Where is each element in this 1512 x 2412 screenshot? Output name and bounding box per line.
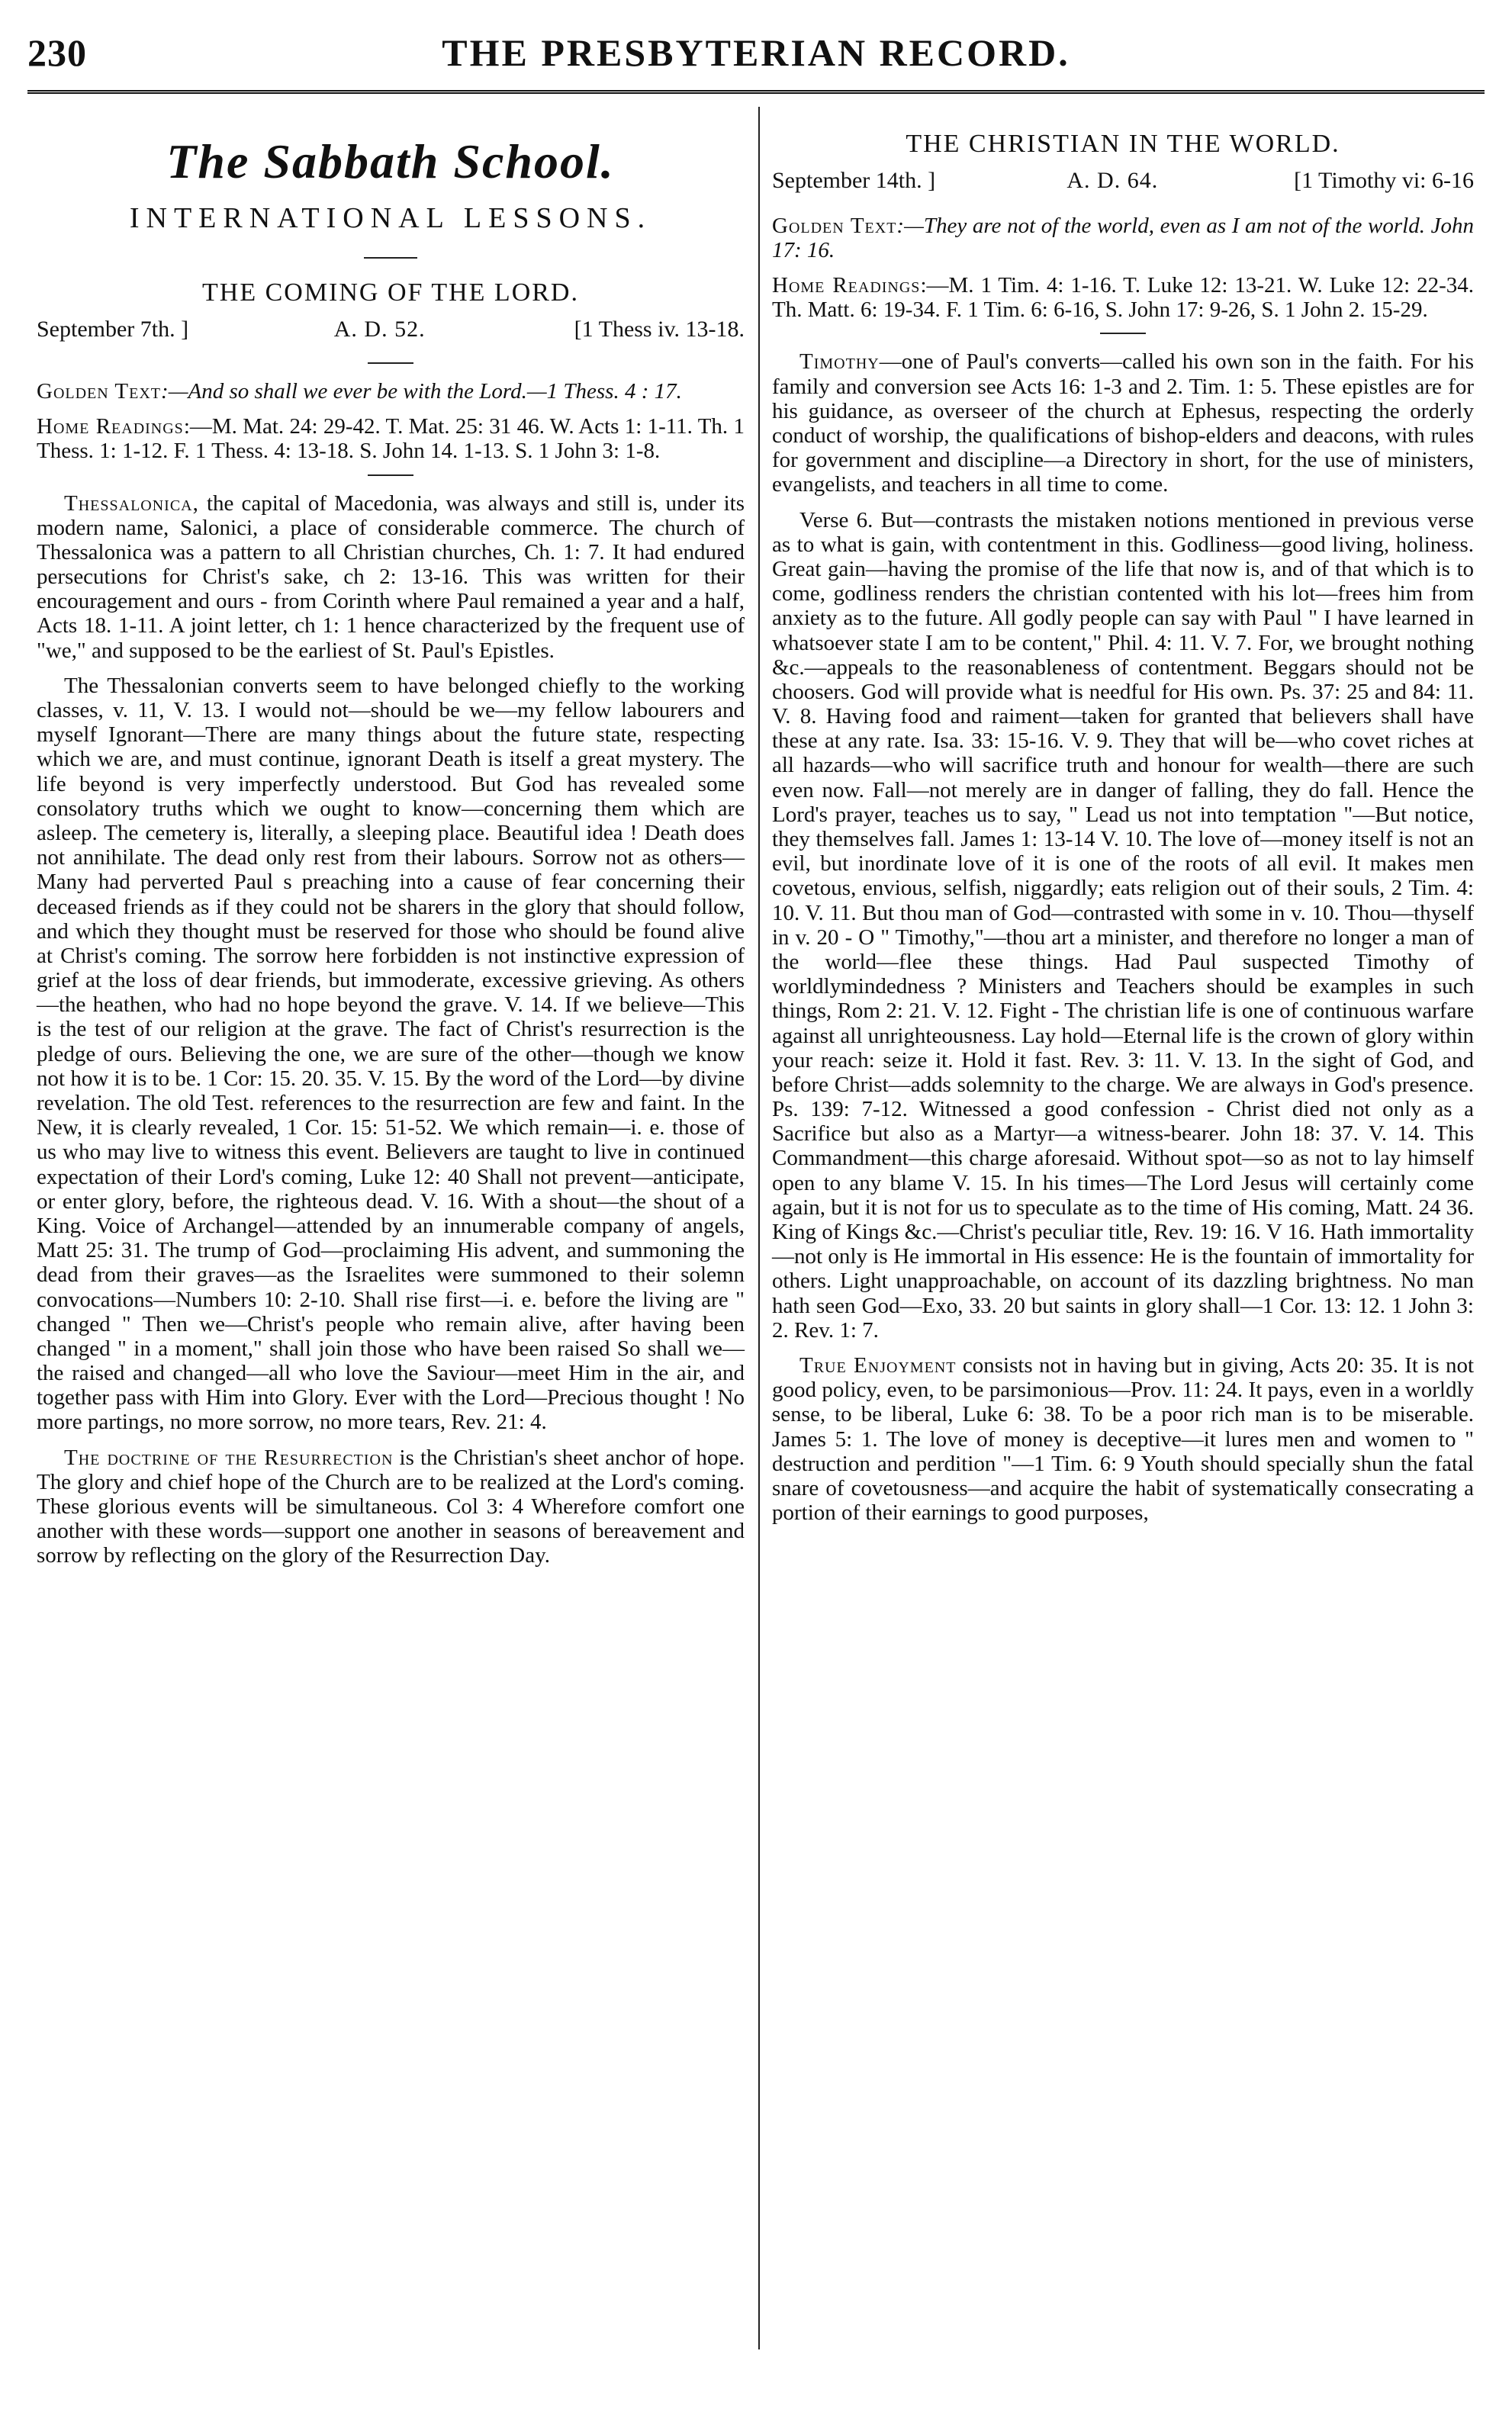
- paragraph-text: The Thessalonian converts seem to have belonged chiefly to the working classes, v. 11, V. 13. I would not—should be we—my fellow labourers and myself Ignorant—There are many things about the future state, respecting which we are, and must continue, ignorant Death is itself a great mystery. The life beyond is very imperfectly understood. But God has revealed some consolatory truths which we ought to know—concerning them which are asleep. The cemetery is, literally, a sleeping place. Beautiful idea ! Death does not annihilate. The dead only rest from their labours. Sorrow not as others—Many had perverted Paul s preaching into a cause of fear concerning their deceased friends as if they could not be sharers in the glory that should follow, and which they thought must be reserved for those who should be found alive at Christ's coming. The sorrow here forbidden is not instinctive expression of grief at the loss of dear friends, but immoderate, excessive grieving. As others—the heathen, who had no hope beyond the grave. V. 14. If we believe—This is the test of our religion at the grave. The fact of Christ's resurrection is the pledge of ours. Believing the one, we are sure of the other—though we know not how it is to be. 1 Cor: 15. 20. 35. V. 15. By the word of the Lord—by divine revelation. The old Test. references to the resurrection are few and faint. In the New, it is clearly revealed, 1 Cor. 15: 51-52. We which remain—i. e. those of us who may live to witness this event. Believers are taught to live in continued expectation of their Lord's coming, Luke 12: 40 Shall not prevent—anticipate, or enter glory, before, the righteous dead. V. 16. With a shout—the shout of a King. Voice of Archangel—attended by an innumerable company of angels, Matt 25: 31. The trump of God—proclaiming His advent, and summoning the dead from their graves—as the Israelites were summoned to their solemn convocations—Numbers 10: 2-10. Shall rise first—i. e. before the living are " changed " Then we—Christ's people who remain alive, after having been changed " in a moment," shall join those who have been raised So shall we—the raised and changed—all who love the Saviour—meet Him in the air, and together pass with Him into Glory. Ever with the Lord—Precious thought ! No more partings, no more sorrow, no more tears, Rev. 21: 4.: [37, 673, 745, 1435]
- lesson-date: September 7th. ]: [37, 316, 189, 342]
- short-rule: [1100, 333, 1146, 334]
- paragraph-text: Verse 6. But—contrasts the mistaken notions mentioned in previous verse as to what is gain, with contentment in this. Godliness—good living, holiness. Great gain—having the promise of the life that now is, and of that which is to come, godliness renders the christian contented with his lot—frees him from anxiety as to the future. All godly people can say with Paul " I have learned in whatsoever state I am to be content," Phil. 4: 11. V. 7. For, we brought nothing &c.—appeals to the reasonableness of contentment. Beggars should not be choosers. God will provide what is needful for His own. Ps. 37: 25 and 84: 11. V. 8. Having food and raiment—taken for granted that believers shall have these at any rate. Isa. 33: 15-16. V. 9. They that will be—who covet riches at all hazards—who will sacrifice truth and honour for wealth—there are such even now. Fall—not merely are in danger of falling, they do fall. Hence the Lord's prayer, teaches us to say, " Lead us not into temptation "—But notice, they themselves fall. James 1: 13-14 V. 10. The love of—money itself is not an evil, but inordinate love of it is one of the roots of all evil. It makes men covetous, envious, selfish, niggardly; eats religion out of their souls, 2 Tim. 4: 10. V. 11. But thou man of God—contrasted with some in v. 10. Thou—thyself in v. 20 - O " Timothy,"—thou art a minister, and therefore no longer a man of the world—flee these things. Had Paul suspected Timothy of worldlymindedness ? Ministers and Teachers should be examples in such things, Rom 2: 21. V. 12. Fight - The christian life is one of continuous warfare against all unrighteousness. Lay hold—Eternal life is the crown of glory within your reach: seize it. Hold it fast. Rev. 3: 11. V. 13. In the sight of God, and before Christ—adds solemnity to the charge. We are always in God's presence. Ps. 139: 7-12. Witnessed a good confession - Christ died not only as a Sacrifice but also as a Martyr—a witness-bearer. John 18: 37. V. 14. This Commandment—this charge aforesaid. Without spot—so as not to lay himself open to any blame V. 15. In his times—The Lord Jesus will certainly come again, but it is not for us to speculate as to the time of His coming, Matt. 24 36. King of Kings &c.—Christ's peculiar title, Rev. 19: 16. V 16. Hath immortality—not only is He immortal in His essence: He is the fountain of immortality for others. Light unapproachable, on account of its dazzling brightness. No man hath seen God—Exo, 33. 20 but saints in glory shall—1 Cor. 13: 12. 1 John 3: 2. Rev. 1: 7.: [772, 507, 1474, 1343]
- lesson-date: September 14th. ]: [772, 167, 936, 193]
- paragraph-lead: True Enjoyment: [799, 1352, 957, 1378]
- paragraph-text: —one of Paul's converts—called his own son in the faith. For his family and conversion see Acts 16: 1-3 and 2. Tim. 1: 5. These epistles are for his guidance, as overseer of the church at Ephesus, respecting the orderly conduct of worship, the qualifications of bishop-elders and deacons, with rules for government and discipline—a Directory in short, for the use of ministers, evangelists, and teachers in all time to come.: [772, 349, 1474, 497]
- journal-title: THE PRESBYTERIAN RECORD.: [442, 31, 1070, 74]
- running-head: [27, 31, 1485, 84]
- body-paragraph: [37, 491, 745, 663]
- golden-text: [37, 379, 745, 404]
- right-column: [772, 114, 1474, 1536]
- series-title: INTERNATIONAL LESSONS.: [129, 202, 652, 235]
- body-paragraph: [37, 1446, 745, 1568]
- golden-text-label: Golden Text: [37, 378, 162, 404]
- paragraph-text: is the Christian's sheet anchor of hope. The glory and chief hope of the Church are to be realized at the Lord's coming. These glorious events will be simultaneous. Col 3: 4 Wherefore comfort one another with these words—support one another in seasons of bereavement and sorrow by reflecting on the glory of the Resurrection Day.: [37, 1445, 745, 1568]
- short-rule: [368, 474, 413, 476]
- lesson-reference: [1 Timothy vi: 6-16: [1294, 167, 1474, 193]
- home-readings-body: :—M. Mat. 24: 29-42. T. Mat. 25: 31 46. W. Acts 1: 1-11. Th. 1 Thess. 1: 1-12. F. 1 Thess. 4: 13-18. S. John 14. 1-13. S. 1 John 3: 1-8.: [37, 414, 745, 464]
- lesson-reference: [1 Thess iv. 13-18.: [574, 316, 745, 342]
- paragraph-text: consists not in having but in giving, Acts 20: 35. It is not good policy, even, to be parsimonious—Prov. 11: 24. It pays, even in a worldly sense, to be liberal, Luke 6: 38. To be a poor rich man is to be miserable. James 5: 1. The love of money is deceptive—it lures men and women to " destruction and perdition "—1 Tim. 6: 9 Youth should specially shun the fatal snare of covetousness—and acquire the habit of systematically consecrating a portion of their earnings to good purposes,: [772, 1352, 1475, 1526]
- page-number: 230: [27, 31, 87, 74]
- lesson-year: A. D. 52.: [333, 316, 426, 342]
- home-readings-label: Home Readings: [37, 414, 184, 439]
- golden-text-body: :—They are not of the world, even as I am not of the world. John 17: 16.: [772, 213, 1474, 262]
- paragraph-lead: Thessalonica,: [64, 490, 199, 516]
- lesson-year: A. D. 64.: [1066, 167, 1159, 193]
- body-paragraph: [37, 674, 745, 1435]
- paragraph-lead: Timothy: [799, 349, 880, 375]
- left-column: [37, 114, 745, 1579]
- golden-text-body: :—And so shall we ever be with the Lord.—1 Thess. 4 : 17.: [161, 378, 682, 404]
- golden-text: [772, 214, 1474, 262]
- lesson-dateline: [772, 168, 1474, 198]
- body-paragraph: [772, 349, 1474, 497]
- body-paragraph: [772, 508, 1474, 1343]
- short-rule: [364, 257, 417, 259]
- home-readings-body: :—M. 1 Tim. 4: 1-16. T. Luke 12: 13-21. W. Luke 12: 22-34. Th. Matt. 6: 19-34. F. 1 Tim. 6: 6-16, S. John 17: 9-26, S. 1 John 2. 15-29.: [772, 273, 1474, 323]
- column-divider: [758, 107, 760, 2349]
- lesson-title: THE COMING OF THE LORD.: [202, 278, 579, 307]
- lesson-title: THE CHRISTIAN IN THE WORLD.: [906, 130, 1340, 158]
- header-rule: [27, 90, 1485, 97]
- home-readings-label: Home Readings: [772, 273, 921, 298]
- short-rule: [368, 362, 413, 364]
- home-readings: [772, 273, 1474, 322]
- paragraph-lead: The doctrine of the Resurrection: [64, 1445, 394, 1470]
- section-title: The Sabbath School.: [166, 134, 615, 188]
- paragraph-text: the capital of Macedonia, was always and still is, under its modern name, Salonici, a place of considerable commerce. The church of Thessalonica was a pattern to all Christian churches, Ch. 1: 7. It had endured persecutions for Christ's sake, ch 2: 13-16. This was written for their encouragement and ours - from Corinth where Paul remained a year and a half, Acts 18. 1-11. A joint letter, ch 1: 1 hence characterized by the frequent use of "we," and supposed to be the earliest of St. Paul's Epistles.: [37, 490, 745, 663]
- golden-text-label: Golden Text: [772, 213, 897, 238]
- body-paragraph: [772, 1353, 1474, 1525]
- home-readings: [37, 414, 745, 463]
- lesson-dateline: [37, 317, 745, 347]
